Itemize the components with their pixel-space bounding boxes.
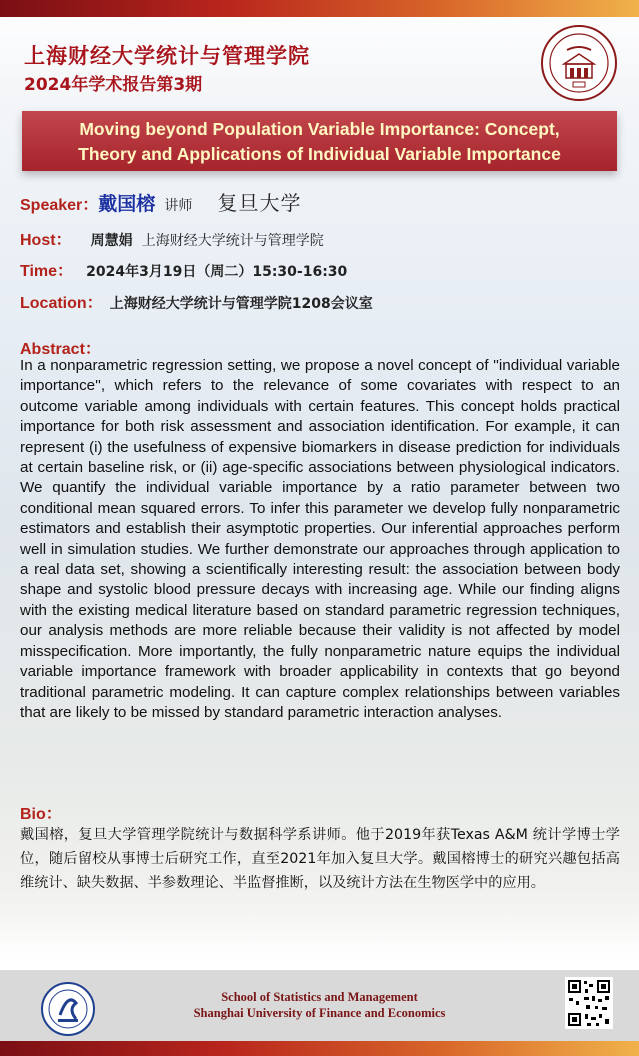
talk-title-line-2: Theory and Applications of Individual Variable Importance [78,144,561,164]
time-label: Time： [20,263,74,280]
speaker-label: Speaker： [20,197,99,214]
qr-code-icon[interactable] [565,977,613,1029]
host-row [20,227,324,250]
talk-title-banner [22,111,617,171]
host-institution: 上海财经大学统计与管理学院 [141,233,324,249]
location-row [20,290,373,313]
bio-text: 戴国榕，复旦大学管理学院统计与数据科学系讲师。他于2019年获Texas A&M 统计学博士学位，随后留校从事博士后研究工作，直至2021年加入复旦大学。戴国榕博士的研究兴趣包括高维统计、缺失数据、半参数理论、半监督推断，以及统计方法在生物医学中的应用。 [20,827,620,891]
top-accent-bar [0,0,639,17]
bottom-accent-bar [0,1041,639,1056]
location-label: Location： [20,295,103,312]
host-name: 周慧娟 [90,233,133,249]
talk-title [22,117,617,167]
footer-university-name: Shanghai University of Finance and Economics [193,1006,446,1020]
abstract-label: Abstract： [20,341,101,358]
location-value: 上海财经大学统计与管理学院1208会议室 [109,296,373,312]
speaker-title: 讲师 [164,198,193,214]
talk-title-line-1: Moving beyond Population Variable Importance: Concept, [79,119,560,139]
speaker-name: 戴国榕 [98,193,156,215]
time-row [20,258,347,281]
speaker-institution: 复旦大学 [217,191,302,215]
bio-label: Bio： [20,806,62,823]
time-value: 2024年3月19日（周二）15:30-16:30 [86,264,348,280]
series-issue: 2024年学术报告第3期 [24,75,203,95]
school-name: 上海财经大学统计与管理学院 [24,44,310,68]
host-label: Host： [20,232,72,249]
footer-school-name: School of Statistics and Management [221,990,418,1004]
abstract-text: In a nonparametric regression setting, we propose a novel concept of ''individual variable importance'', which refers to the relevance of some covariates with respect to an outcome variable among individuals with certain features. This concept holds practical importance for both risk assessment and association identification. For example, it can represent (i) the usefulness of expensive biomarkers in disease prediction for individuals at certain baseline risk, or (ii) age-specific associations between physiological indicators. We quantify the individual variable importance by a ratio parameter between two conditional mean squared errors. To infer this parameter we develop fully nonparametric estimators and establish their asymptotic properties. Our inferential approaches perform well in simulation studies. We further demonstrate our approaches through application to a real data set, showing a scientifically interesting result: the association between body shape and systolic blood pressure decays with increasing age. While our finding aligns with the existing medical literature based on standard parametric regression techniques, our analysis methods are more reliable because their validity is not affected by model misspecification. More importantly, the fully nonparametric nature equips the individual variable importance framework with broader applicability in contexts that go beyond traditional parametric modeling. It can capture complex relationships between variables that are likely to be missed by standard parametric interaction analyses. [20,357,620,721]
speaker-row [20,187,301,216]
university-seal-icon [540,24,618,102]
